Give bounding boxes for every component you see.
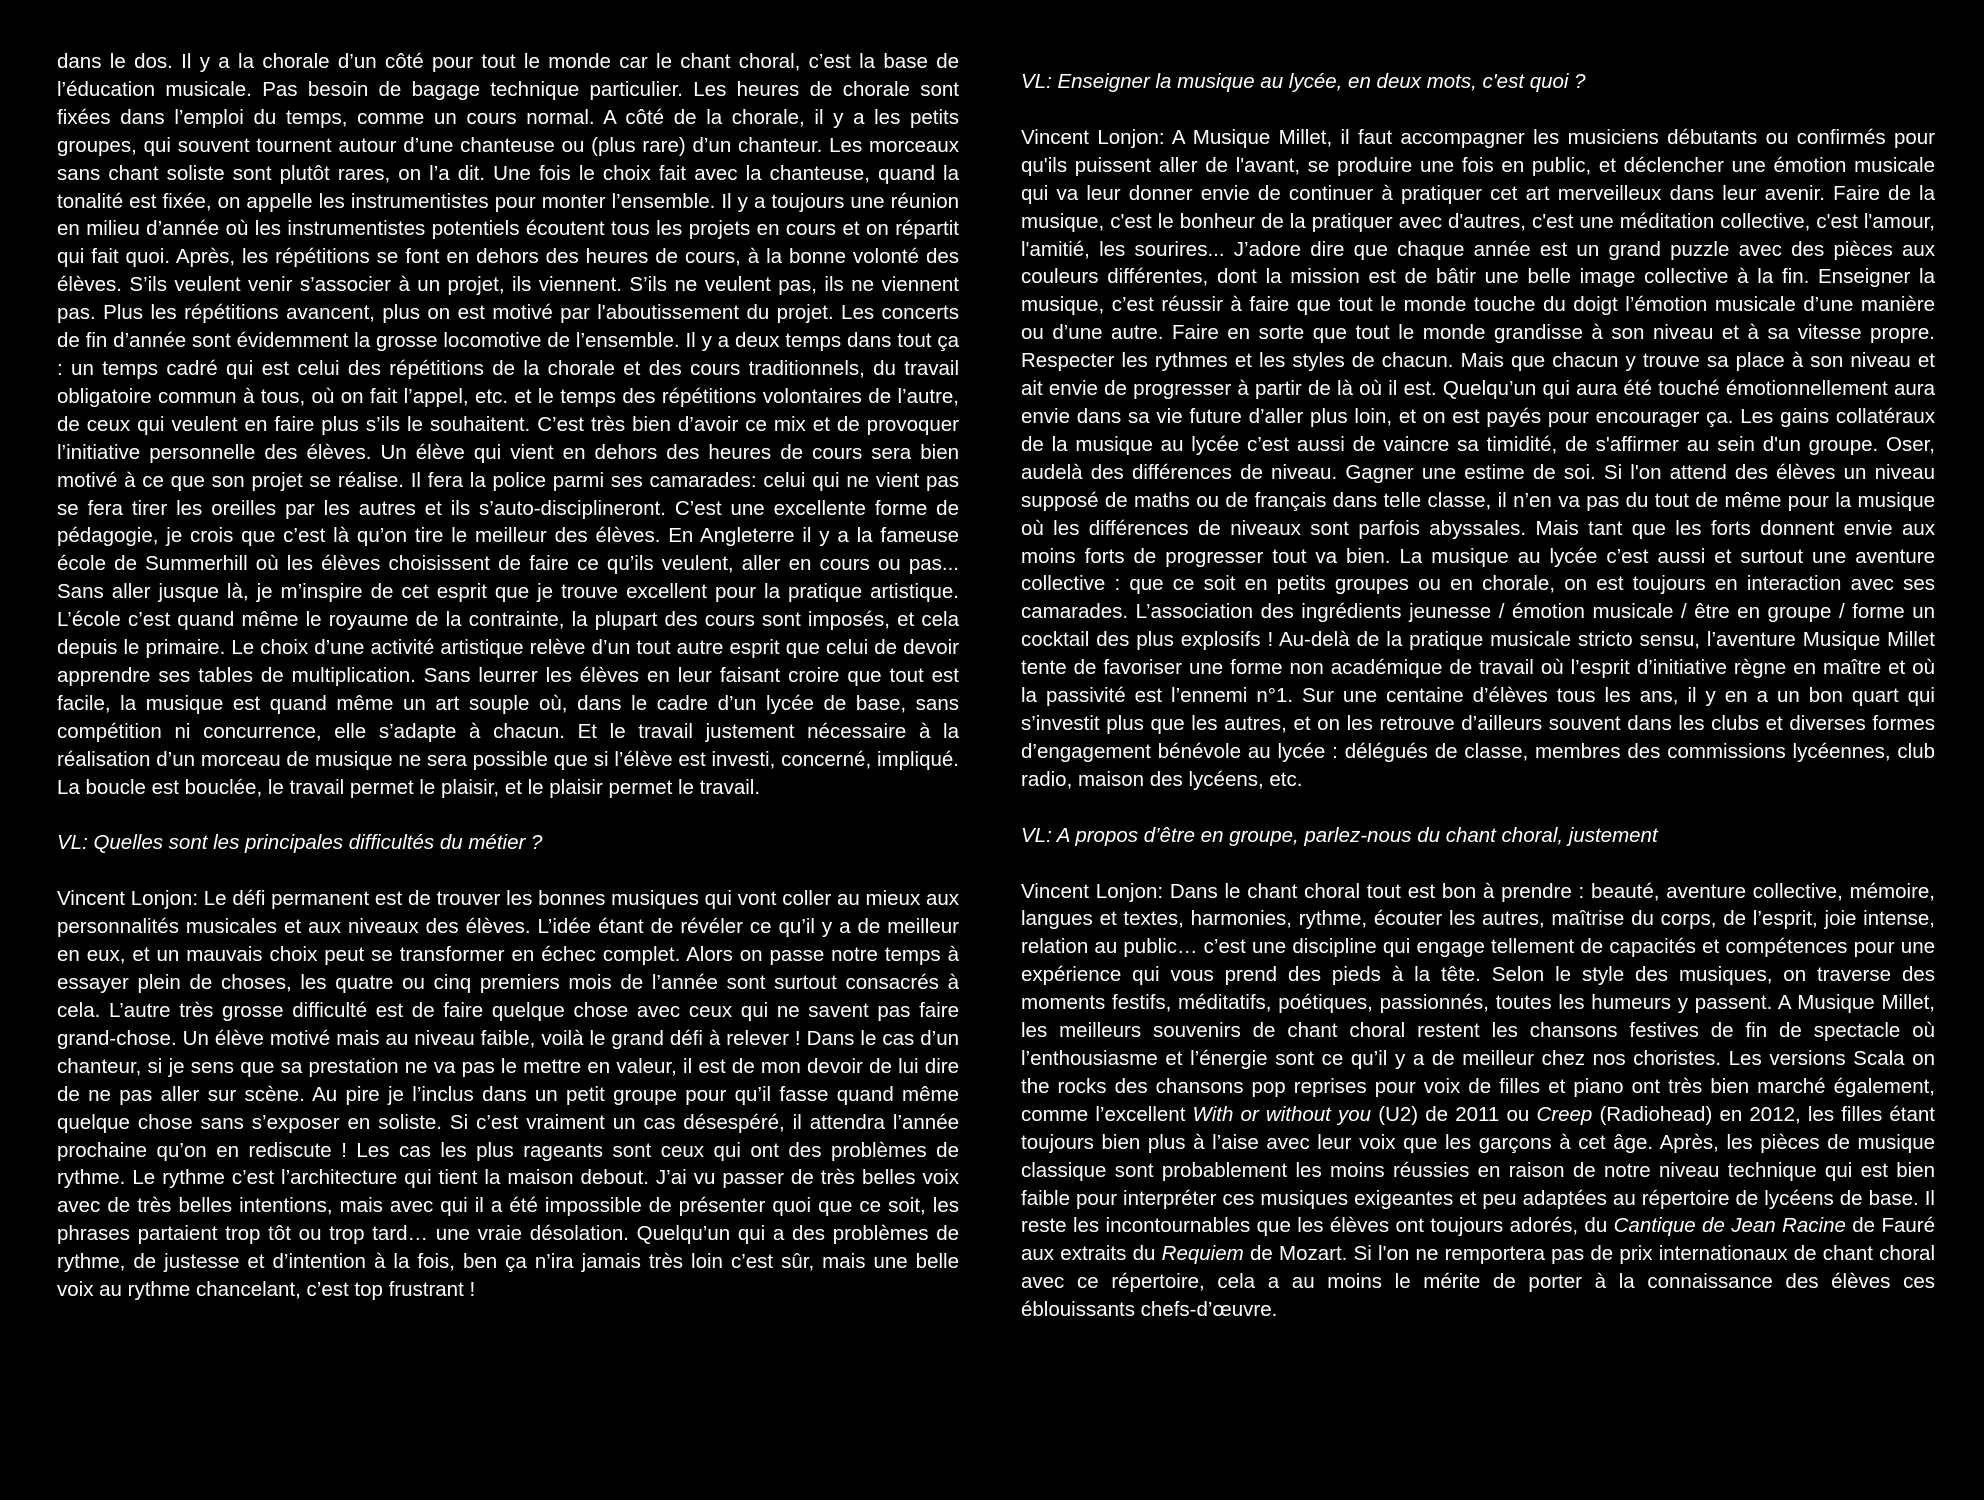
work-title: Cantique de Jean Racine bbox=[1613, 1214, 1846, 1238]
interview-question: VL: Quelles sont les principales difficultés du métier ? bbox=[57, 831, 543, 855]
interview-question: VL: A propos d’être en groupe, parlez-nous du chant choral, justement bbox=[1021, 823, 1658, 847]
answer-text: (Radiohead) en 2012, les filles étant toujours bien plus à l’aise avec leur voix que les garçons à cet âge. Après, les pièces de musique classique sont probablement les moins réussies en raison de notre niveau technique qui est bien faible pour interpréter ces musiques exigeantes et peu adaptées au répertoire de lycéens de base. Il reste les incontournables que les élèves ont toujours adorés, du bbox=[1021, 1102, 1935, 1238]
work-title: Requiem bbox=[1161, 1242, 1244, 1266]
song-title: Creep bbox=[1536, 1102, 1593, 1126]
answer-text: de Mozart. Si l'on ne remportera pas de prix internationaux de chant choral avec ce répertoire, cela a au moins le mérite de porter à la connaissance des élèves ces éblouissants chefs-d’œuvre. bbox=[1021, 1242, 1935, 1322]
song-title: With or without you bbox=[1192, 1102, 1372, 1126]
right-column bbox=[1021, 68, 1935, 1324]
answer-text: Vincent Lonjon: Dans le chant choral tout est bon à prendre : beauté, aventure collective, mémoire, langues et textes, harmonies, rythme, écouter les autres, maîtrise du corps, de l’esprit, joie intense, relation au public… c’est une discipline qui engage tellement de capacités et compétences pour une expérience qui vous prend des pieds à la tête. Selon le style des musiques, on traverse des moments festifs, méditatifs, poétiques, passionnés, toutes les humeurs y passent. A Musique Millet, les meilleurs souvenirs de chant choral restent les chansons festives de fin de spectacle où l’enthousiasme et l’énergie sont ce qu’il y a de meilleur chez nos choristes. Les versions Scala on the rocks des chansons pop reprises pour voix de filles et piano ont très bien marché également, comme l’excellent bbox=[1021, 879, 1935, 1126]
interview-answer: Vincent Lonjon: A Musique Millet, il faut accompagner les musiciens débutants ou confirmés pour qu'ils puissent aller de l'avant, se produire une fois en public, et déclencher une émotion musicale qui va leur donner envie de continuer à pratiquer cet art merveilleux dans leur avenir. Faire de la musique, c'est le bonheur de la pratiquer avec d'autres, c'est une méditation collective, c'est l'amour, l'amitié, les sourires... J’adore dire que chaque année est un grand puzzle avec des pièces aux couleurs différentes, dont la mission est de bâtir une belle image collective à la fin. Enseigner la musique, c’est réussir à faire que tout le monde touche du doigt l’émotion musicale d’une manière ou d’une autre. Faire en sorte que tout le monde grandisse à son niveau et à sa vitesse propre. Respecter les rythmes et les styles de chacun. Mais que chacun y trouve sa place à son niveau et ait envie de progresser à partir de là où il est. Quelqu’un qui aura été touché émotionnellement aura envie dans sa vie future d’aller plus loin, et on est payés pour encourager ça. Les gains collatéraux de la musique au lycée c’est aussi de vaincre sa timidité, de s'affirmer au sein d'un groupe. Oser, audelà des différences de niveau. Gagner une estime de soi. Si l'on attend des élèves un niveau supposé de maths ou de français dans telle classe, il n’en va pas du tout de même pour la musique où les différences de niveaux sont parfois abyssales. Mais tant que les forts donnent envie aux moins forts de progresser tout va bien. La musique au lycée c’est aussi et surtout une aventure collective : que ce soit en petits groupes ou en chorale, on est toujours en interaction avec ses camarades. L’association des ingrédients jeunesse / émotion musicale / être en groupe / forme un cocktail des plus explosifs ! Au-delà de la pratique musicale stricto sensu, l’aventure Musique Millet tente de favoriser une forme non académique de travail où l’esprit d’initiative règne en maître et où la passivité est l’ennemi n°1. Sur une centaine d’élèves tous les ans, il y en a un bon quart qui s’investit plus que les autres, et on les retrouve d’ailleurs souvent dans les clubs et diverses formes d’engagement bénévole au lycée : délégués de classe, membres des commissions lycéennes, club radio, maison des lycéens, etc. bbox=[1021, 125, 1935, 791]
interview-answer-continued: dans le dos. Il y a la chorale d’un côté pour tout le monde car le chant choral, c’est la base de l’éducation musicale. Pas besoin de bagage technique particulier. Les heures de chorale sont fixées dans l’emploi du temps, comme un cours normal. A côté de la chorale, il y a les petits groupes, qui souvent tournent autour d’une chanteuse ou (plus rare) d’un chanteur. Les morceaux sans chant soliste sont plutôt rares, on l’a dit. Une fois le choix fait avec la chanteuse, quand la tonalité est fixée, on appelle les instrumentistes pour monter l’ensemble. Il y a toujours une réunion en milieu d’année où les instrumentistes potentiels écoutent tous les projets en cours et on répartit qui fait quoi. Après, les répétitions se font en dehors des heures de cours, à la bonne volonté des élèves. S’ils veulent venir s’associer à un projet, ils viennent. S’ils ne veulent pas, ils ne viennent pas. Plus les répétitions avancent, plus on est motivé par l'aboutissement du projet. Les concerts de fin d’année sont évidemment la grosse locomotive de l’ensemble. Il y a deux temps dans tout ça : un temps cadré qui est celui des répétitions de la chorale et des cours traditionnels, du travail obligatoire commun à tous, où on fait l’appel, etc. et le temps des répétitions volontaires de l’autre, de ceux qui veulent en faire plus s’ils le souhaitent. C’est très bien d’avoir ce mix et de provoquer l’initiative personnelle des élèves. Un élève qui vient en dehors des heures de cours sera bien motivé à ce que son projet se réalise. Il fera la police parmi ses camarades: celui qui ne vient pas se fera tirer les oreilles par les autres et ils s’auto-disciplineront. C’est une excellente forme de pédagogie, je crois que c’est là qu’on tire le meilleur des élèves. En Angleterre il y a la fameuse école de Summerhill où les élèves choisissent de faire ce qu’ils veulent, aller en cours ou pas... Sans aller jusque là, je m’inspire de cet esprit que je trouve excellent pour la pratique artistique. L’école c’est quand même le royaume de la contrainte, la plupart des cours sont imposés, et cela depuis le primaire. Le choix d’une activité artistique relève d’un tout autre esprit que celui de devoir apprendre ses tables de multiplication. Sans leurrer les élèves en leur faisant croire que tout est facile, la musique est quand même un art souple où, dans le cadre d’un lycée de base, sans compétition ni concurrence, elle s’adapte à chacun. Et le travail justement nécessaire à la réalisation d’un morceau de musique ne sera possible que si l’élève est investi, concerné, impliqué. La boucle est bouclée, le travail permet le plaisir, et le plaisir permet le travail. bbox=[57, 50, 959, 799]
answer-text: de Fauré aux extraits du bbox=[1021, 1214, 1936, 1266]
interview-answer bbox=[1021, 878, 1935, 1325]
left-column bbox=[57, 48, 959, 1304]
interview-answer: Vincent Lonjon: Le défi permanent est de trouver les bonnes musiques qui vont coller au mieux aux personnalités musicales et aux niveaux des élèves. L’idée étant de révéler ce qu’il y a de meilleur en eux, et un mauvais choix peut se transformer en échec complet. Alors on passe notre temps à essayer plein de choses, les quatre ou cinq premiers mois de l’année sont surtout consacrés à cela. L’autre très grosse difficulté est de faire quelque chose avec ceux qui ne savent pas faire grand-chose. Un élève motivé mais au niveau faible, voilà le grand défi à relever ! Dans le cas d’un chanteur, si je sens que sa prestation ne va pas le mettre en valeur, il est de mon devoir de lui dire de ne pas aller sur scène. Au pire je l’inclus dans un petit groupe pour qu’il fasse quand même quelque chose sans s’exposer en soliste. Si c’est vraiment un cas désespéré, il attendra l’année prochaine qu’on en rediscute ! Les cas les plus rageants sont ceux qui ont des problèmes de rythme. Le rythme c’est l’architecture qui tient la maison debout. J’ai vu passer de très belles voix avec de très belles intentions, mais avec qui il a été impossible de présenter quoi que ce soit, les phrases partaient trop tôt ou trop tard… une vraie désolation. Quelqu’un qui a des problèmes de rythme, de justesse et d’intention à la fois, ben ça n’ira jamais très loin c’est sûr, mais une belle voix au rythme chancelant, c’est top frustrant ! bbox=[57, 887, 959, 1302]
interview-question: VL: Enseigner la musique au lycée, en deux mots, c'est quoi ? bbox=[1021, 70, 1586, 93]
answer-text: (U2) de 2011 ou bbox=[1371, 1102, 1537, 1126]
